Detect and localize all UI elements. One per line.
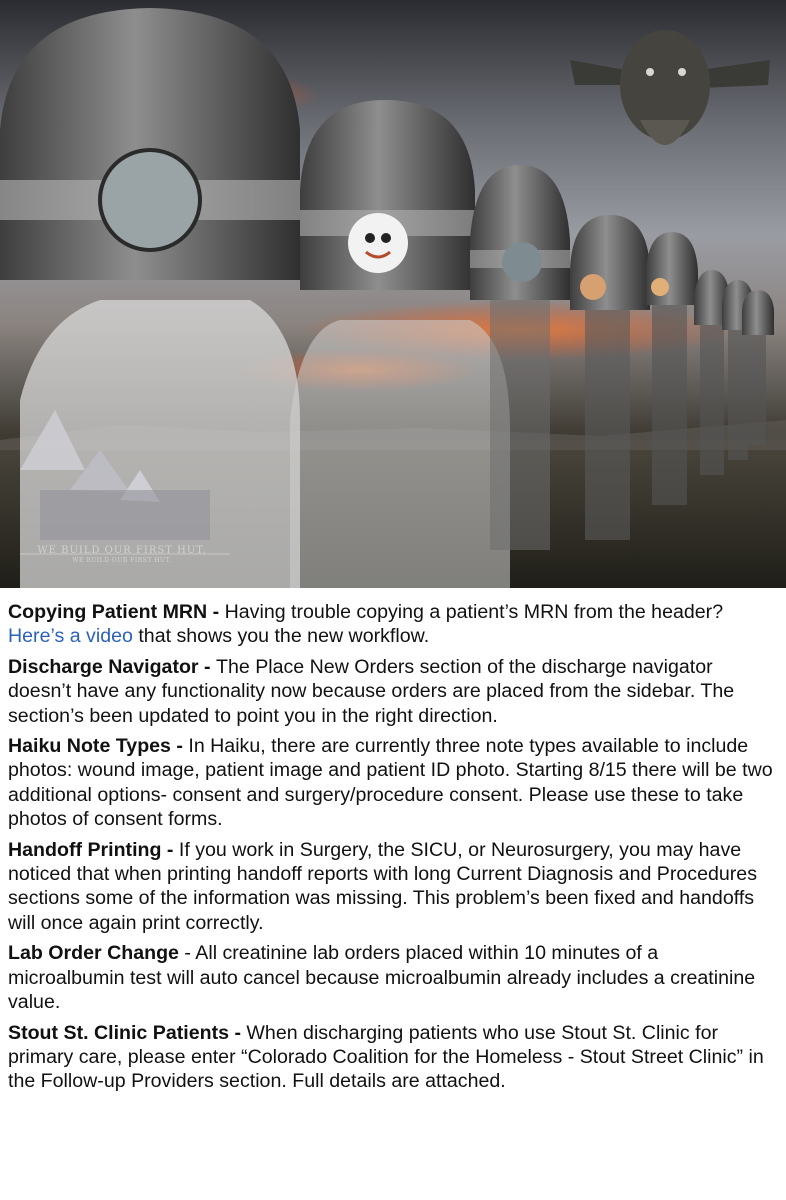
note-text: - All creatinine lab orders placed within 10 minutes of a microalbumin test will auto cancel because microalbumin already includes a creatinine value. [8, 942, 756, 1014]
note-text: When discharging patients who use Stout St. Clinic for primary care, please enter “Colorado Coalition for the Homeless - Stout Street Clinic” in the Follow-up Providers section. Full details are attached. [8, 1021, 764, 1093]
helmet-figure-2 [290, 100, 510, 588]
release-notes [8, 600, 780, 1100]
note-copying-patient-mrn [8, 600, 780, 649]
note-text: that shows you the new workflow. [132, 625, 430, 648]
note-text: In Haiku, there are currently three note types available to include photos: wound image, patient image and patient ID photo. Starting 8/15 there will be two additional options- consent and surgery/procedure consent. Please use these to take photos of consent forms. [8, 735, 773, 831]
note-stout-st-clinic [8, 1021, 780, 1094]
hero-collage [0, 0, 786, 588]
note-title: Discharge Navigator - [8, 655, 216, 678]
note-title: Lab Order Change [8, 942, 179, 965]
note-text: If you work in Surgery, the SICU, or Neurosurgery, you may have noticed that when printing handoff reports with long Current Diagnosis and Procedures sections some of the information was missing. This problem’s been fixed and handoffs will once again print correctly. [8, 838, 758, 934]
note-text: The Place New Orders section of the discharge navigator doesn’t have any functionality now because orders are placed from the sidebar. The section’s been updated to point you in the right direction. [8, 655, 735, 727]
collage-art [0, 0, 786, 588]
note-title: Stout St. Clinic Patients - [8, 1021, 247, 1044]
note-discharge-navigator [8, 655, 780, 728]
hut-caption-main: WE BUILD OUR FIRST HUT. [37, 545, 207, 556]
video-link[interactable]: Here’s a video [8, 625, 133, 648]
hut-caption-sub: WE BUILD OUR FIRST HUT. [72, 557, 172, 564]
note-title: Handoff Printing - [8, 838, 179, 861]
note-handoff-printing [8, 838, 780, 936]
note-title: Haiku Note Types - [8, 735, 189, 758]
goat-head [570, 30, 770, 145]
note-lab-order-change [8, 941, 780, 1014]
hut-caption [22, 545, 222, 564]
note-text: Having trouble copying a patient’s MRN from the header? [224, 601, 724, 623]
note-title: Copying Patient MRN - [8, 601, 225, 623]
note-haiku-note-types [8, 734, 780, 832]
